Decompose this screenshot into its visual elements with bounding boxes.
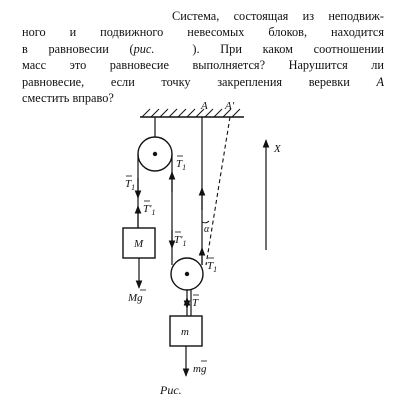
label-t1-left: $T_1$ — [125, 178, 136, 192]
fixed-pulley — [138, 117, 172, 171]
label-mass-big: M — [134, 238, 144, 250]
label-a-prime: A′ — [225, 100, 235, 112]
point-a-ref: A — [376, 74, 384, 89]
label-t1-bottom: $T_1$ — [207, 260, 218, 274]
problem-line-4: масс это равновесие выполняется? Нарушится ли — [22, 58, 384, 73]
label-mass-small: m — [181, 326, 189, 338]
label-alpha: α — [204, 224, 210, 235]
figure-caption: Рис. — [160, 383, 182, 397]
displaced-rope — [206, 117, 230, 265]
problem-line-1: Система, состоящая из неподвиж- — [172, 9, 384, 23]
label-t1-right: $T_1$ — [176, 158, 187, 172]
label-axis-x: X — [274, 143, 281, 155]
label-t: T — [192, 297, 199, 309]
problem-line-3-start: в равновесии ( — [22, 41, 134, 56]
label-weight-big: Mg — [128, 292, 143, 304]
label-a: A — [201, 100, 208, 112]
moving-pulley — [171, 258, 203, 290]
label-t1-prime-right: $T'_1$ — [174, 234, 187, 248]
problem-line-6: сместить вправо? — [22, 91, 114, 106]
problem-line-3-end: ). При каком соотношении — [192, 41, 384, 56]
label-weight-small: mg — [193, 363, 207, 375]
label-t1-prime-left: $T'_1$ — [143, 203, 156, 217]
figure-reference: рис. — [133, 41, 155, 56]
angle-arc — [202, 221, 209, 223]
problem-line-2: ного и подвижного невесомых блоков, находится — [22, 25, 384, 40]
problem-line-5-text: равновесие, если точку закрепления веревки — [22, 74, 350, 89]
